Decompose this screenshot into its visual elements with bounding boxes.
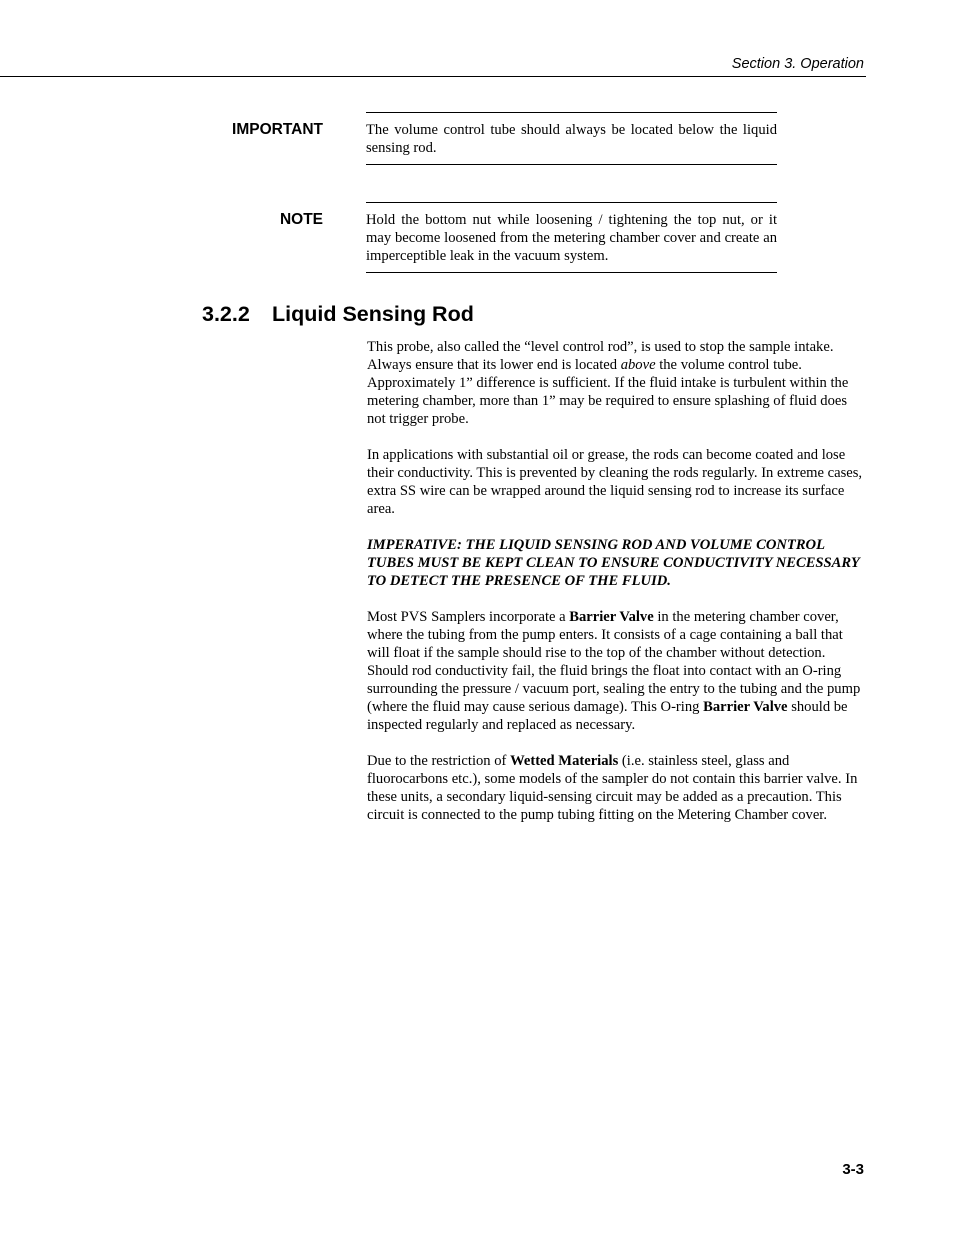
section-title: Liquid Sensing Rod (272, 302, 474, 326)
note-text: Hold the bottom nut while loosening / tightening the top nut, or it may become loosened from the metering chamber cover and create an imperceptible leak in the vacuum system. (366, 212, 777, 264)
header-rule (0, 76, 866, 77)
note-label: NOTE (279, 211, 323, 228)
section-number: 3.2.2 (202, 302, 250, 326)
bold-term: Wetted Materials (510, 753, 619, 769)
paragraph-text: should be inspected regularly and replaced as necessary. (367, 699, 848, 733)
note-callout (366, 202, 777, 273)
paragraph-text: Due to the restriction of (367, 753, 511, 769)
paragraph-text: in the metering chamber cover, where the tubing from the pump enters. It consists of a cage containing a ball that will float if the sample should rise to the top of the chamber without detection. Should rod conductivity fail, the fluid brings the float into contact with an O-ring surrounding the pressure / vacuum port, sealing the entry to the tubing and the pump (where the fluid may cause serious damage). This O-ring (367, 609, 861, 715)
bold-term: Barrier Valve (703, 699, 788, 715)
body-text (367, 338, 865, 842)
paragraph-text: This probe, also called the “level control rod”, is used to stop the sample intake. Always ensure that its lower end is located (367, 339, 834, 373)
important-label: IMPORTANT (232, 121, 323, 138)
important-text: The volume control tube should always be located below the liquid sensing rod. (366, 122, 777, 156)
emphasis-text: above (620, 357, 656, 373)
paragraph-text: the volume control tube. Approximately 1” difference is sufficient. If the fluid intake is turbulent within the metering chamber, more than 1” may be required to ensure splashing of fluid does not trigger probe. (367, 357, 849, 427)
paragraph-oil-grease: In applications with substantial oil or grease, the rods can become coated and lose their conductivity. This is prevented by cleaning the rods regularly. In extreme cases, extra SS wire can be wrapped around the liquid sensing rod to increase its surface area. (367, 447, 863, 517)
paragraph-barrier-valve (367, 608, 865, 734)
bold-term: Barrier Valve (569, 609, 654, 625)
running-header: Section 3. Operation (731, 56, 864, 72)
important-callout (366, 112, 777, 165)
section-heading (202, 302, 474, 327)
paragraph-imperative: IMPERATIVE: THE LIQUID SENSING ROD AND VOLUME CONTROL TUBES MUST BE KEPT CLEAN TO ENSURE CONDUCTIVITY NECESSARY TO DETECT THE PRESENCE OF THE FLUID. (367, 537, 860, 589)
page-number: 3-3 (842, 1161, 864, 1178)
paragraph-probe (367, 338, 865, 428)
paragraph-text: (i.e. stainless steel, glass and fluorocarbons etc.), some models of the sampler do not contain this barrier valve. In these units, a secondary liquid-sensing circuit may be added as a precaution. This circuit is connected to the pump tubing fitting on the Metering Chamber cover. (367, 753, 858, 823)
paragraph-text: Most PVS Samplers incorporate a (367, 609, 570, 625)
paragraph-wetted-materials (367, 752, 865, 824)
